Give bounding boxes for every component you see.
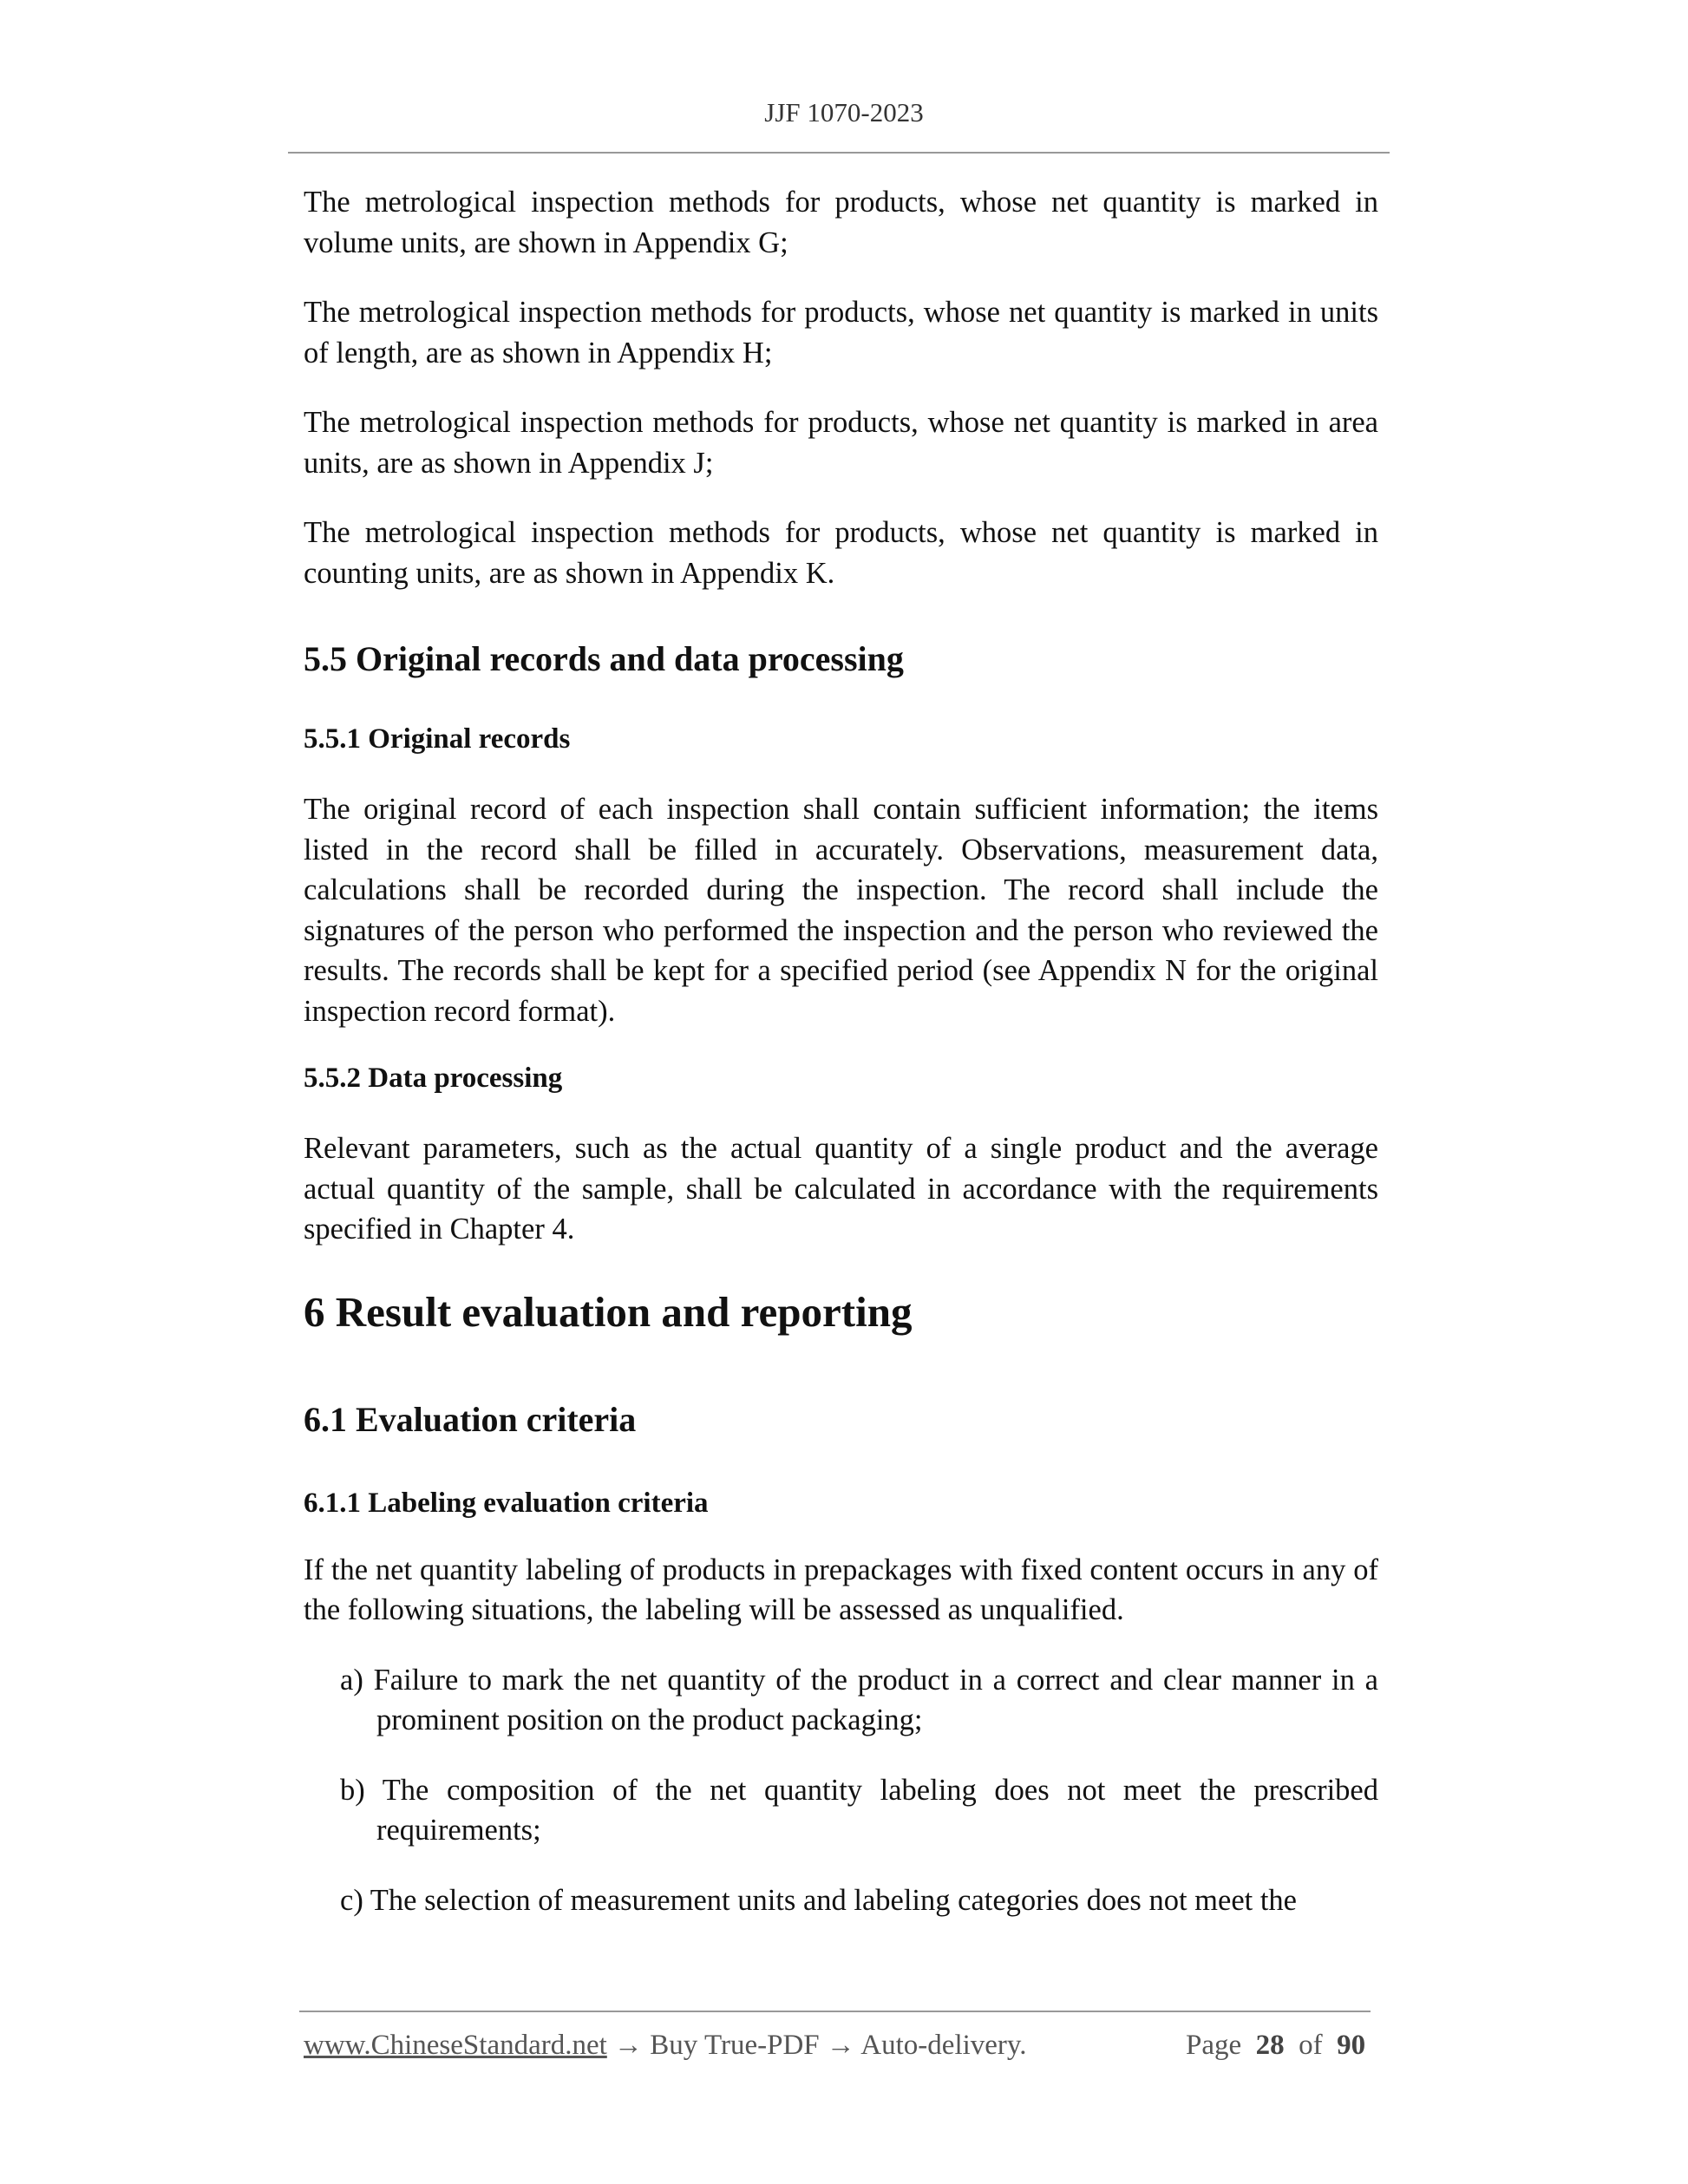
current-page-number: 28 (1255, 2030, 1285, 2061)
header-divider (288, 152, 1390, 154)
chapter-6-heading: 6 Result evaluation and reporting (304, 1287, 913, 1336)
paragraph-counting-units: The metrological inspection methods for products, whose net quantity is marked in counting units, are as shown in Appendix K. (304, 516, 1378, 590)
data-processing-paragraph: Relevant parameters, such as the actual quantity of a single product and the average actual quantity of the sample, shall be calculated in accordance with the requirements specified in Chapter 4. (304, 1132, 1378, 1246)
subsection-6-1-1-heading: 6.1.1 Labeling evaluation criteria (304, 1487, 709, 1519)
document-header: JJF 1070-2023 (764, 97, 924, 128)
original-records-paragraph: The original record of each inspection shall contain sufficient information; the items listed in the record shall be filled in accurately. Observations, measurement data, calculations shall be recorded during the inspection. The record shall include the signatures of the person who performed the inspection and the person who reviewed the results. The records shall be kept for a specified period (see Appendix N for the original inspection record format). (304, 793, 1378, 1028)
section-6-1-heading: 6.1 Evaluation criteria (304, 1399, 637, 1439)
subsection-5-5-1-heading: 5.5.1 Original records (304, 723, 571, 755)
list-item: a) Failure to mark the net quantity of the product in a correct and clear manner in a prominent position on the product packaging; (340, 1663, 1378, 1736)
paragraph-length-units: The metrological inspection methods for products, whose net quantity is marked in units of length, are as shown in Appendix H; (304, 296, 1378, 369)
section-5-5-heading: 5.5 Original records and data processing (304, 639, 904, 678)
page-indicator: Page 28 of 90 (1186, 2030, 1366, 2061)
subsection-5-5-2-heading: 5.5.2 Data processing (304, 1063, 563, 1094)
list-item: c) The selection of measurement units and labeling categories does not meet the (340, 1883, 1297, 1917)
paragraph-area-units: The metrological inspection methods for products, whose net quantity is marked in area units, are as shown in Appendix J; (304, 406, 1378, 480)
footer-divider (299, 2011, 1371, 2012)
list-item: b) The composition of the net quantity labeling does not meet the prescribed requirements; (340, 1773, 1378, 1847)
page-content (304, 182, 1378, 1950)
paragraph-volume-units: The metrological inspection methods for products, whose net quantity is marked in volume units, are shown in Appendix G; (304, 186, 1378, 259)
footer-promo-text: → Buy True-PDF → Auto-delivery. (606, 2030, 1027, 2061)
total-pages: 90 (1337, 2030, 1366, 2061)
website-link[interactable]: www.ChineseStandard.net (304, 2030, 607, 2061)
labeling-criteria-paragraph: If the net quantity labeling of products in prepackages with fixed content occurs in any of the following situations, the labeling will be assessed as unqualified. (304, 1553, 1378, 1626)
footer-promo (304, 2030, 1027, 2062)
